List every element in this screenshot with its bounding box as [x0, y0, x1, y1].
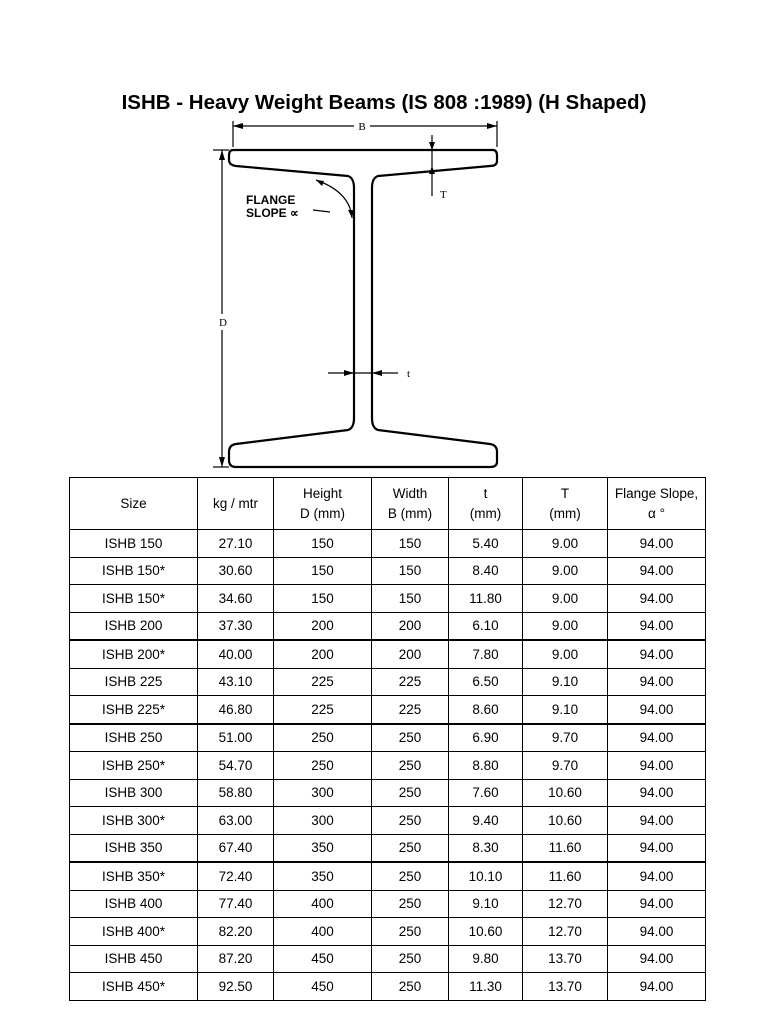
cell-width: 250	[372, 945, 449, 973]
cell-size: ISHB 350*	[70, 862, 198, 890]
cell-height: 200	[274, 612, 372, 640]
cell-height: 450	[274, 945, 372, 973]
cell-flange-thickness: 9.00	[523, 557, 608, 585]
cell-flange-thickness: 11.60	[523, 862, 608, 890]
flange-slope-label-line2: SLOPE ∝	[246, 206, 299, 220]
cell-size: ISHB 350	[70, 834, 198, 862]
cell-flange-slope: 94.00	[608, 862, 706, 890]
cell-height: 300	[274, 779, 372, 807]
table-row	[70, 890, 706, 918]
cell-web-thickness: 7.60	[449, 779, 523, 807]
cell-width: 150	[372, 557, 449, 585]
header-web-thickness: t (mm)	[449, 478, 523, 530]
cell-width: 250	[372, 918, 449, 946]
cell-web-thickness: 5.40	[449, 530, 523, 558]
cell-height: 400	[274, 890, 372, 918]
cell-weight: 34.60	[198, 585, 274, 613]
cell-size: ISHB 450*	[70, 973, 198, 1001]
cell-weight: 58.80	[198, 779, 274, 807]
cell-web-thickness: 8.30	[449, 834, 523, 862]
cell-web-thickness: 8.80	[449, 752, 523, 780]
cell-weight: 43.10	[198, 668, 274, 696]
cell-flange-thickness: 9.00	[523, 612, 608, 640]
cell-flange-thickness: 10.60	[523, 779, 608, 807]
table-row	[70, 862, 706, 890]
table-row	[70, 585, 706, 613]
table-row	[70, 945, 706, 973]
cell-width: 250	[372, 752, 449, 780]
cell-size: ISHB 400*	[70, 918, 198, 946]
cell-web-thickness: 11.80	[449, 585, 523, 613]
cell-height: 225	[274, 696, 372, 724]
cell-width: 250	[372, 834, 449, 862]
cell-width: 250	[372, 779, 449, 807]
cell-size: ISHB 300	[70, 779, 198, 807]
cell-weight: 92.50	[198, 973, 274, 1001]
cell-weight: 67.40	[198, 834, 274, 862]
table-body	[70, 530, 706, 1001]
dimension-label-b: B	[358, 121, 366, 133]
page-title: ISHB - Heavy Weight Beams (IS 808 :1989) (H Shaped)	[121, 91, 647, 114]
cell-web-thickness: 10.10	[449, 862, 523, 890]
cell-web-thickness: 6.50	[449, 668, 523, 696]
cell-width: 150	[372, 585, 449, 613]
cell-flange-thickness: 9.00	[523, 640, 608, 668]
cell-flange-thickness: 9.10	[523, 668, 608, 696]
table-row	[70, 530, 706, 558]
table-row	[70, 612, 706, 640]
cell-height: 350	[274, 834, 372, 862]
cell-web-thickness: 11.30	[449, 973, 523, 1001]
cell-flange-thickness: 9.10	[523, 696, 608, 724]
cell-size: ISHB 300*	[70, 807, 198, 835]
cell-size: ISHB 250*	[70, 752, 198, 780]
cell-height: 450	[274, 973, 372, 1001]
cell-flange-slope: 94.00	[608, 668, 706, 696]
cell-web-thickness: 9.40	[449, 807, 523, 835]
table-row	[70, 918, 706, 946]
cell-flange-thickness: 9.00	[523, 530, 608, 558]
table-header-row	[70, 478, 706, 530]
cell-height: 400	[274, 918, 372, 946]
cell-width: 250	[372, 807, 449, 835]
cell-height: 225	[274, 668, 372, 696]
header-flange-thickness: T (mm)	[523, 478, 608, 530]
cell-height: 250	[274, 724, 372, 752]
table-row	[70, 724, 706, 752]
dimension-label-t-web: t	[407, 368, 411, 380]
cell-weight: 40.00	[198, 640, 274, 668]
cell-weight: 54.70	[198, 752, 274, 780]
beam-spec-table	[69, 477, 706, 1001]
cell-flange-slope: 94.00	[608, 557, 706, 585]
cell-size: ISHB 150*	[70, 585, 198, 613]
flange-slope-label-line1: FLANGE	[246, 193, 296, 207]
cell-weight: 37.30	[198, 612, 274, 640]
table-row	[70, 696, 706, 724]
cell-height: 250	[274, 752, 372, 780]
cell-flange-slope: 94.00	[608, 945, 706, 973]
cell-web-thickness: 8.40	[449, 557, 523, 585]
dimension-label-d: D	[219, 317, 227, 329]
cell-flange-slope: 94.00	[608, 696, 706, 724]
cell-height: 350	[274, 862, 372, 890]
table-row	[70, 834, 706, 862]
header-size: Size	[70, 478, 198, 530]
cell-width: 250	[372, 862, 449, 890]
cell-web-thickness: 9.10	[449, 890, 523, 918]
cell-size: ISHB 250	[70, 724, 198, 752]
cell-flange-thickness: 13.70	[523, 973, 608, 1001]
cell-width: 250	[372, 724, 449, 752]
cell-flange-slope: 94.00	[608, 585, 706, 613]
cell-size: ISHB 200*	[70, 640, 198, 668]
header-height: Height D (mm)	[274, 478, 372, 530]
cell-size: ISHB 225*	[70, 696, 198, 724]
cell-flange-slope: 94.00	[608, 834, 706, 862]
cell-flange-thickness: 9.70	[523, 724, 608, 752]
cell-size: ISHB 200	[70, 612, 198, 640]
cell-size: ISHB 225	[70, 668, 198, 696]
cell-weight: 30.60	[198, 557, 274, 585]
cell-flange-slope: 94.00	[608, 918, 706, 946]
cell-flange-slope: 94.00	[608, 973, 706, 1001]
cell-width: 200	[372, 640, 449, 668]
cell-width: 225	[372, 668, 449, 696]
cell-flange-thickness: 9.00	[523, 585, 608, 613]
cell-flange-slope: 94.00	[608, 890, 706, 918]
table-row	[70, 973, 706, 1001]
cell-weight: 77.40	[198, 890, 274, 918]
header-weight: kg / mtr	[198, 478, 274, 530]
cell-weight: 63.00	[198, 807, 274, 835]
dimension-label-t-flange: T	[440, 189, 447, 201]
cell-flange-slope: 94.00	[608, 724, 706, 752]
cell-weight: 82.20	[198, 918, 274, 946]
cell-size: ISHB 400	[70, 890, 198, 918]
cell-web-thickness: 6.10	[449, 612, 523, 640]
cell-size: ISHB 450	[70, 945, 198, 973]
header-flange-slope: Flange Slope, α °	[608, 478, 706, 530]
cell-weight: 27.10	[198, 530, 274, 558]
cell-width: 225	[372, 696, 449, 724]
cell-size: ISHB 150	[70, 530, 198, 558]
cell-flange-thickness: 9.70	[523, 752, 608, 780]
cell-web-thickness: 8.60	[449, 696, 523, 724]
cell-flange-thickness: 12.70	[523, 890, 608, 918]
cell-web-thickness: 6.90	[449, 724, 523, 752]
cell-flange-slope: 94.00	[608, 530, 706, 558]
cell-height: 300	[274, 807, 372, 835]
cell-flange-slope: 94.00	[608, 807, 706, 835]
cell-flange-thickness: 13.70	[523, 945, 608, 973]
cell-width: 250	[372, 890, 449, 918]
cell-flange-slope: 94.00	[608, 612, 706, 640]
cell-height: 150	[274, 530, 372, 558]
header-width: Width B (mm)	[372, 478, 449, 530]
table-row	[70, 557, 706, 585]
cell-width: 250	[372, 973, 449, 1001]
cell-flange-slope: 94.00	[608, 640, 706, 668]
table-row	[70, 752, 706, 780]
cell-weight: 46.80	[198, 696, 274, 724]
ishb-beam-diagram	[200, 118, 520, 478]
cell-flange-thickness: 11.60	[523, 834, 608, 862]
cell-web-thickness: 7.80	[449, 640, 523, 668]
table-row	[70, 668, 706, 696]
cell-flange-thickness: 12.70	[523, 918, 608, 946]
cell-height: 150	[274, 585, 372, 613]
table-row	[70, 779, 706, 807]
cell-weight: 72.40	[198, 862, 274, 890]
cell-web-thickness: 9.80	[449, 945, 523, 973]
cell-height: 200	[274, 640, 372, 668]
cell-flange-slope: 94.00	[608, 779, 706, 807]
cell-flange-slope: 94.00	[608, 752, 706, 780]
table-row	[70, 640, 706, 668]
cell-height: 150	[274, 557, 372, 585]
cell-width: 150	[372, 530, 449, 558]
table-row	[70, 807, 706, 835]
cell-width: 200	[372, 612, 449, 640]
cell-flange-thickness: 10.60	[523, 807, 608, 835]
cell-weight: 51.00	[198, 724, 274, 752]
cell-size: ISHB 150*	[70, 557, 198, 585]
cell-web-thickness: 10.60	[449, 918, 523, 946]
cell-weight: 87.20	[198, 945, 274, 973]
